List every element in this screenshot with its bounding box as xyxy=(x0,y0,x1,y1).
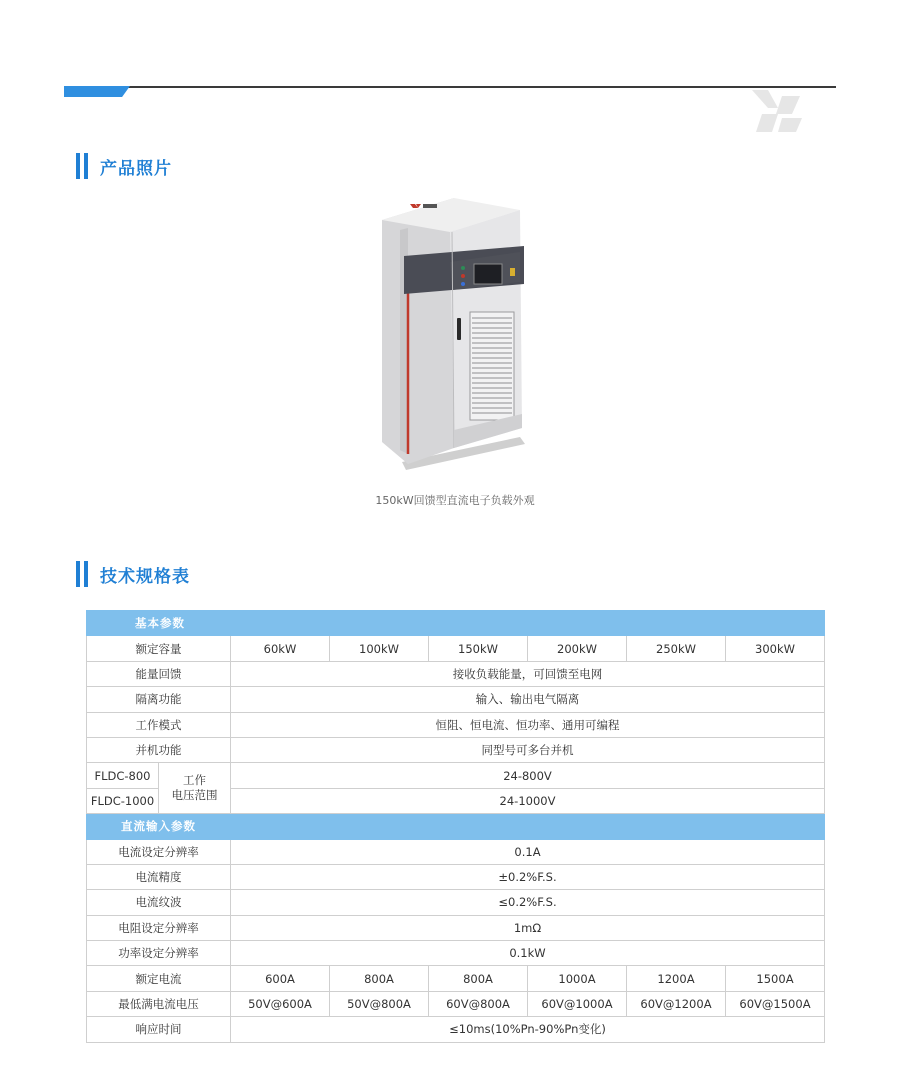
row-label: 额定容量 xyxy=(87,636,231,661)
spec-table xyxy=(86,610,825,1043)
table-row xyxy=(87,1017,825,1042)
table-cell: 恒阻、恒电流、恒功率、通用可编程 xyxy=(231,712,825,737)
table-cell: 100kW xyxy=(330,636,429,661)
row-label: 电流纹波 xyxy=(87,890,231,915)
table-row xyxy=(87,737,825,762)
model-label: FLDC-800 xyxy=(87,763,159,788)
table-cell: 600A xyxy=(231,966,330,991)
table-cell: 60V@1500A xyxy=(726,991,825,1016)
watermark-logo-icon xyxy=(748,86,808,136)
row-label: 电流精度 xyxy=(87,864,231,889)
table-cell: 1000A xyxy=(528,966,627,991)
row-label: 电阻设定分辨率 xyxy=(87,915,231,940)
table-cell: 60V@1000A xyxy=(528,991,627,1016)
top-divider-accent xyxy=(64,86,130,97)
row-label: 最低满电流电压 xyxy=(87,991,231,1016)
table-cell: ±0.2%F.S. xyxy=(231,864,825,889)
table-cell: 300kW xyxy=(726,636,825,661)
row-label: 工作模式 xyxy=(87,712,231,737)
table-row xyxy=(87,941,825,966)
row-label: 电流设定分辨率 xyxy=(87,839,231,864)
product-cabinet-image xyxy=(370,192,540,472)
table-row xyxy=(87,864,825,889)
table-cell: 输入、输出电气隔离 xyxy=(231,687,825,712)
table-cell: 0.1kW xyxy=(231,941,825,966)
voltage-range-label-line2: 电压范围 xyxy=(171,788,218,803)
table-cell: ≤0.2%F.S. xyxy=(231,890,825,915)
row-label: 功率设定分辨率 xyxy=(87,941,231,966)
table-row xyxy=(87,661,825,686)
table-cell: 50V@800A xyxy=(330,991,429,1016)
voltage-range-label xyxy=(159,763,231,814)
table-cell: 同型号可多台并机 xyxy=(231,737,825,762)
row-label: 额定电流 xyxy=(87,966,231,991)
section-title-text: 技术规格表 xyxy=(100,566,190,587)
table-row xyxy=(87,890,825,915)
table-row xyxy=(87,966,825,991)
row-label: 能量回馈 xyxy=(87,661,231,686)
table-cell: 800A xyxy=(330,966,429,991)
table-cell: 24-1000V xyxy=(231,788,825,813)
title-bars-icon xyxy=(76,153,88,179)
table-cell: 1500A xyxy=(726,966,825,991)
model-label: FLDC-1000 xyxy=(87,788,159,813)
table-cell: 150kW xyxy=(429,636,528,661)
table-cell: 60V@800A xyxy=(429,991,528,1016)
table-cell: 接收负载能量，可回馈至电网 xyxy=(231,661,825,686)
section-title-text: 产品照片 xyxy=(100,158,172,179)
table-row xyxy=(87,712,825,737)
row-label: 隔离功能 xyxy=(87,687,231,712)
table-header-row xyxy=(87,611,825,636)
table-row xyxy=(87,915,825,940)
table-cell: 200kW xyxy=(528,636,627,661)
title-bars-icon xyxy=(76,561,88,587)
table-header-row xyxy=(87,814,825,839)
table-cell: 1mΩ xyxy=(231,915,825,940)
table-cell: 60kW xyxy=(231,636,330,661)
table-cell: 1200A xyxy=(627,966,726,991)
table-cell: 24-800V xyxy=(231,763,825,788)
section-header-basic: 基本参数 xyxy=(87,611,825,636)
product-caption: 150kW回馈型直流电子负载外观 xyxy=(375,494,535,507)
row-label: 响应时间 xyxy=(87,1017,231,1042)
table-cell: 60V@1200A xyxy=(627,991,726,1016)
table-cell: ≤10ms(10%Pn-90%Pn变化) xyxy=(231,1017,825,1042)
table-cell: 800A xyxy=(429,966,528,991)
table-row xyxy=(87,636,825,661)
table-cell: 0.1A xyxy=(231,839,825,864)
table-cell: 250kW xyxy=(627,636,726,661)
table-row xyxy=(87,763,825,788)
table-row xyxy=(87,991,825,1016)
voltage-range-label-line1: 工作 xyxy=(183,773,206,788)
table-row xyxy=(87,687,825,712)
table-row xyxy=(87,839,825,864)
row-label: 并机功能 xyxy=(87,737,231,762)
section-title-photo xyxy=(76,152,172,180)
table-cell: 50V@600A xyxy=(231,991,330,1016)
top-divider xyxy=(64,86,836,88)
section-header-dc: 直流输入参数 xyxy=(87,814,825,839)
section-title-spec xyxy=(76,560,190,588)
